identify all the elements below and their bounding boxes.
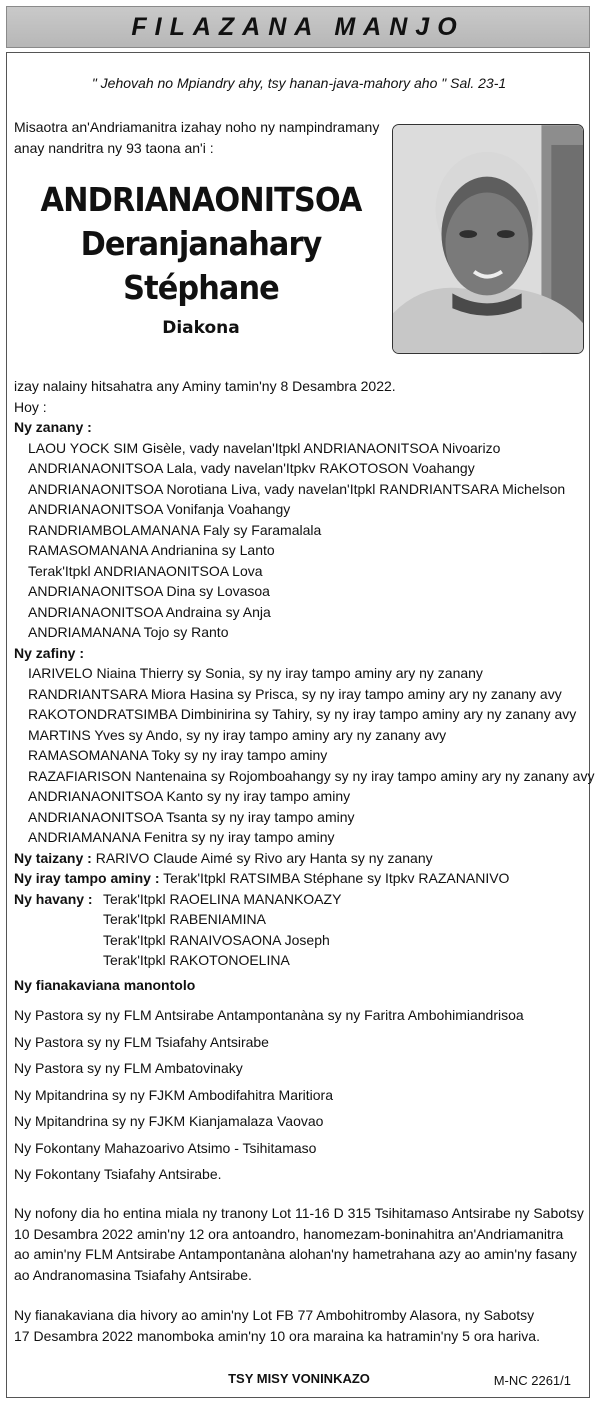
iray-tampo-label: Ny iray tampo aminy : xyxy=(14,870,160,886)
zafiny-label: Ny zafiny : xyxy=(14,644,85,661)
havany-item: Terak'Itpkl RAOELINA MANANKOAZY xyxy=(103,890,342,907)
intro-line: anay nandritra ny 93 taona an'i : xyxy=(14,140,214,156)
deceased-role: Diakona xyxy=(162,318,240,338)
fianakaviana-item: Ny Pastora sy ny FLM Ambatovinaky xyxy=(14,1060,243,1076)
zafiny-item: RANDRIANTSARA Miora Hasina sy Prisca, sy ny iray tampo aminy ary ny zanany avy xyxy=(28,685,562,702)
fianakaviana-item: Ny Fokontany Tsiafahy Antsirabe. xyxy=(14,1166,222,1182)
portrait-photo xyxy=(392,124,584,354)
zanany-item: ANDRIANAONITSOA Norotiana Liva, vady navelan'Itpkl RANDRIANTSARA Michelson xyxy=(28,480,566,497)
zafiny-item: IARIVELO Niaina Thierry sy Sonia, sy ny iray tampo aminy ary ny zanany xyxy=(28,665,483,681)
zafiny-item: RAKOTONDRATSIMBA Dimbinirina sy Tahiry, sy ny iray tampo aminy ary ny zanany avy xyxy=(28,706,577,722)
deceased-name-block xyxy=(7,178,395,338)
havany-item: Terak'Itpkl RABENIAMINA xyxy=(103,911,266,927)
havany-item: Terak'Itpkl RAKOTONOELINA xyxy=(103,952,290,968)
fianakaviana-list xyxy=(14,1005,524,1191)
fianakaviana-item: Ny Pastora sy ny FLM Antsirabe Antampontanàna sy ny Faritra Ambohimiandrisoa xyxy=(14,1007,524,1023)
zanany-item: ANDRIANAONITSOA Vonifanja Voahangy xyxy=(28,501,291,517)
header-banner xyxy=(6,6,590,48)
gathering-line: 17 Desambra 2022 manomboka amin'ny 10 ora maraina ka hatramin'ny 5 ora hariva. xyxy=(14,1327,540,1344)
gathering-paragraph xyxy=(14,1305,586,1346)
funeral-line: 10 Desambra 2022 amin'ny 12 ora antoandro, hanomezam-boninahitra an'Andriamanitra xyxy=(14,1225,564,1242)
fianakaviana-item: Ny Mpitandrina sy ny FJKM Kianjamalaza Vaovao xyxy=(14,1113,324,1129)
funeral-line: ao amin'ny FLM Antsirabe Antampontanàna alohan'ny hametrahana azy ao amin'ny fasany xyxy=(14,1246,577,1262)
zanany-item: ANDRIANAONITSOA Dina sy Lovasoa xyxy=(28,583,270,599)
zanany-item: ANDRIANAONITSOA Andraina sy Anja xyxy=(28,603,271,620)
havany-list xyxy=(103,889,341,971)
zanany-label: Ny zanany : xyxy=(14,419,92,435)
zanany-item: RANDRIAMBOLAMANANA Faly sy Faramalala xyxy=(28,521,322,538)
fianakaviana-label: Ny fianakaviana manontolo xyxy=(14,977,196,993)
taizany-label: Ny taizany : xyxy=(14,849,92,866)
death-notice: izay nalainy hitsahatra any Aminy tamin'ny 8 Desambra 2022. xyxy=(14,378,396,394)
zafiny-item: MARTINS Yves sy Ando, sy ny iray tampo aminy ary ny zanany avy xyxy=(28,726,447,743)
funeral-line: Ny nofony dia ho entina miala ny tranony Lot 11-16 D 315 Tsihitamaso Antsirabe ny Sabotsy xyxy=(14,1205,584,1221)
fianakaviana-item: Ny Pastora sy ny FLM Tsiafahy Antsirabe xyxy=(14,1033,269,1050)
zanany-item: Terak'Itpkl ANDRIANAONITSOA Lova xyxy=(28,562,263,579)
iray-tampo-text: Terak'Itpkl RATSIMBA Stéphane sy Itpkv RAZANANIVO xyxy=(163,870,510,886)
gathering-line: Ny fianakaviana dia hivory ao amin'ny Lot FB 77 Ambohitromby Alasora, ny Sabotsy xyxy=(14,1307,535,1323)
zanany-item: LAOU YOCK SIM Gisèle, vady navelan'Itpkl ANDRIANAONITSOA Nivoarizo xyxy=(28,439,501,456)
portrait-image xyxy=(393,125,583,353)
zafiny-item: ANDRIANAONITSOA Tsanta sy ny iray tampo aminy xyxy=(28,808,355,825)
zafiny-item: RAZAFIARISON Nantenaina sy Rojomboahangy sy ny iray tampo aminy ary ny zanany avy xyxy=(28,767,595,784)
deceased-surname: ANDRIANAONITSOA xyxy=(40,180,362,219)
zanany-item: ANDRIAMANANA Tojo sy Ranto xyxy=(28,624,229,640)
fianakaviana-item: Ny Mpitandrina sy ny FJKM Ambodifahitra Maritiora xyxy=(14,1086,333,1103)
taizany-text: RARIVO Claude Aimé sy Rivo ary Hanta sy ny zanany xyxy=(95,849,433,866)
taizany-row xyxy=(14,848,586,869)
intro-text xyxy=(14,117,394,159)
zanany-item: ANDRIANAONITSOA Lala, vady navelan'Itpkv RAKOTOSON Voahangy xyxy=(28,460,475,476)
zafiny-item: ANDRIANAONITSOA Kanto sy ny iray tampo aminy xyxy=(28,788,351,804)
zafiny-item: RAMASOMANANA Toky sy ny iray tampo aminy xyxy=(28,747,328,763)
zanany-item: RAMASOMANANA Andrianina sy Lanto xyxy=(28,542,275,558)
reference-code: M-NC 2261/1 xyxy=(493,1373,571,1388)
bible-verse: " Jehovah no Mpiandry ahy, tsy hanan-java-mahory aho " Sal. 23-1 xyxy=(91,75,507,91)
fianakaviana-item: Ny Fokontany Mahazoarivo Atsimo - Tsihitamaso xyxy=(14,1139,317,1156)
havany-label: Ny havany : xyxy=(14,890,93,907)
no-flowers-note: TSY MISY VONINKAZO xyxy=(228,1371,370,1386)
funeral-line: ao Andranomasina Tsiafahy Antsirabe. xyxy=(14,1266,252,1283)
funeral-paragraph xyxy=(14,1203,586,1285)
header-title: FILAZANA MANJO xyxy=(131,12,465,41)
deceased-given-name-2: Stéphane xyxy=(123,268,279,307)
deceased-given-name: Deranjanahary xyxy=(80,224,322,263)
zafiny-item: ANDRIAMANANA Fenitra sy ny iray tampo aminy xyxy=(28,829,335,845)
hoy-label: Hoy : xyxy=(14,398,47,415)
iray-tampo-row xyxy=(14,868,586,889)
intro-line: Misaotra an'Andriamanitra izahay noho ny nampindramany xyxy=(14,119,380,135)
havany-row xyxy=(14,889,586,971)
obituary-frame xyxy=(6,52,595,1398)
family-listing xyxy=(14,376,595,971)
havany-item: Terak'Itpkl RANAIVOSAONA Joseph xyxy=(103,931,330,948)
